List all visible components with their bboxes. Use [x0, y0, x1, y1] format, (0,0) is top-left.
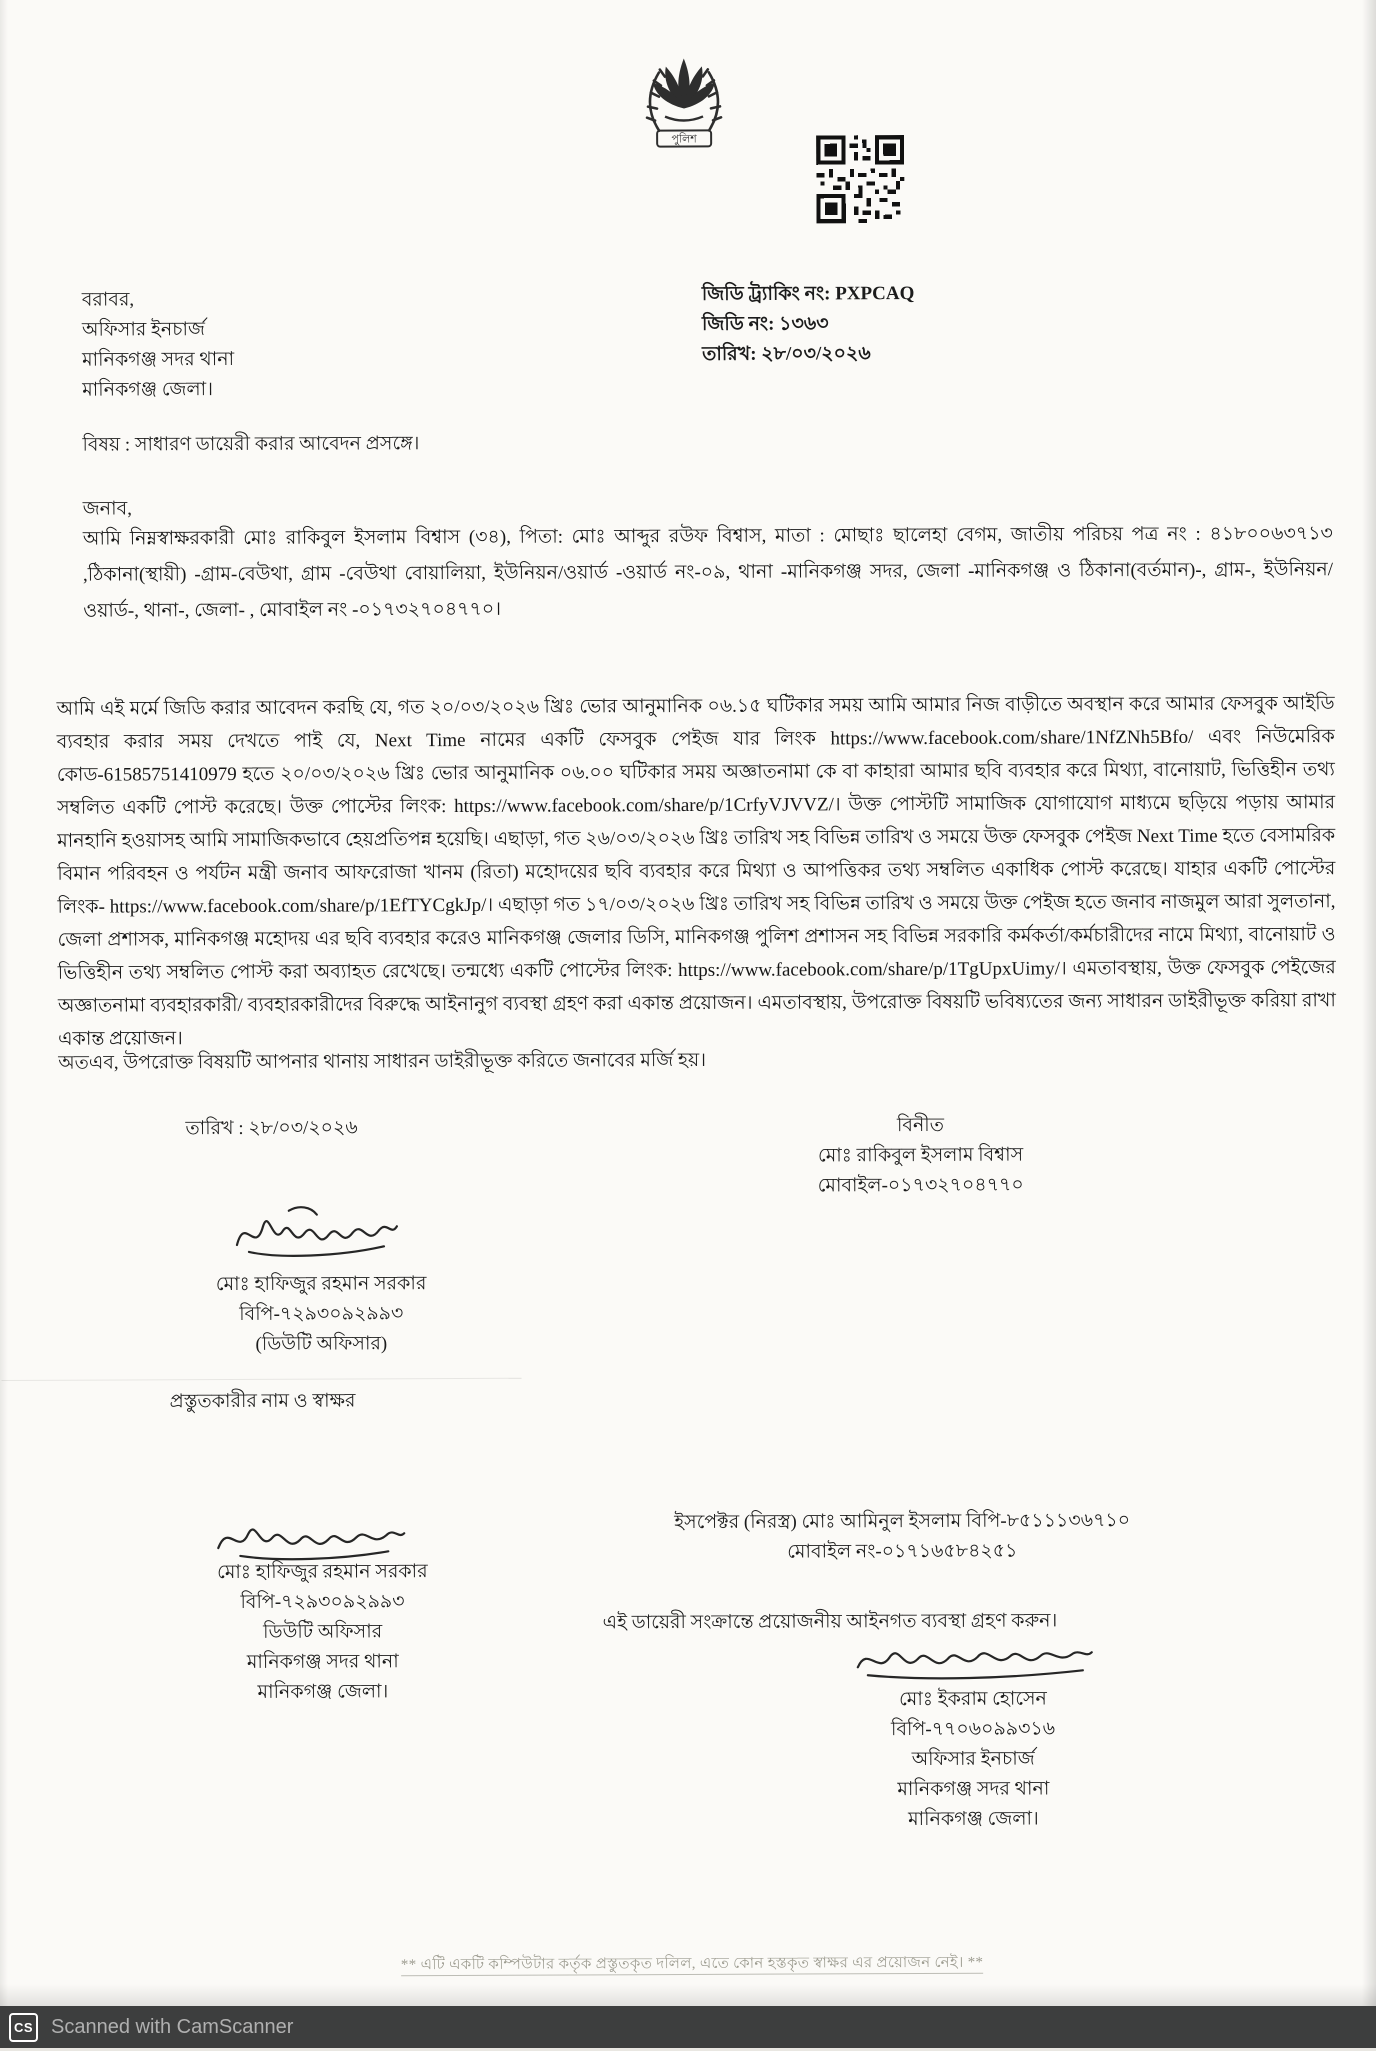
oic-district: মানিকগঞ্জ জেলা।	[908, 1808, 1039, 1831]
camscanner-logo-icon: CS	[9, 2013, 38, 2042]
preparer-caption: প্রস্তুতকারীর নাম ও স্বাক্ষর	[169, 1390, 356, 1413]
oic-signature	[848, 1634, 1098, 1685]
gd-date: তারিখ: ২৮/০৩/২০২৬	[702, 343, 871, 365]
salutation: জনাব,	[82, 498, 132, 520]
subject-line: বিষয় : সাধারণ ডায়েরী করার আবেদন প্রসঙ্গে।	[82, 433, 420, 456]
applicant-mobile: মোবাইল-০১৭৩২৭০৪৭৭০	[817, 1174, 1024, 1197]
scan-edge-bottom	[0, 1984, 1376, 2006]
applicant-closing: বিনীত	[896, 1114, 945, 1137]
preparer-name: মোঃ হাফিজুর রহমান সরকার	[215, 1273, 427, 1296]
applicant-block	[720, 1110, 1120, 1202]
camscanner-watermark-text: Scanned with CamScanner	[51, 2015, 294, 2038]
scan-edge-left	[0, 0, 8, 2006]
duty-officer-district: মানিকগঞ্জ জেলা।	[257, 1681, 389, 1703]
preparer-block	[121, 1269, 521, 1361]
preparer-bp: বিপি-৭২৯৩০৯২৯৯৩	[239, 1303, 404, 1325]
officer-in-charge-block	[763, 1684, 1184, 1836]
duty-officer-station: মানিকগঞ্জ সদর থানা	[246, 1651, 399, 1673]
inspector-block	[602, 1506, 1202, 1569]
recipient-title: অফিসার ইনচার্জ	[81, 319, 206, 341]
emblem-banner	[657, 130, 711, 146]
recipient-district: মানিকগঞ্জ জেলা।	[82, 379, 214, 401]
duty-officer-designation: ডিউটি অফিসার	[263, 1621, 383, 1643]
duty-officer-block	[112, 1557, 533, 1709]
oic-bp: বিপি-৭৭০৬০৯৯৩১৬	[890, 1718, 1056, 1741]
preparer-designation: (ডিউটি অফিসার)	[255, 1333, 388, 1355]
inspector-name-bp: ইসপেক্টর (নিরস্ত্র) মোঃ আমিনুল ইসলাম বিপি-৮৫১১১৩৬৭১০	[674, 1510, 1131, 1534]
gd-tracking-number: জিডি ট্র্যাকিং নং: PXPCAQ	[701, 283, 915, 305]
fold-line	[2, 1378, 522, 1381]
svg-text:পুলিশ: পুলিশ	[671, 133, 697, 146]
inspector-mobile: মোবাইল নং-০১৭১৬৫৮৪২৫১	[787, 1540, 1018, 1563]
gd-number: জিডি নং: ১৩৬৩	[701, 313, 829, 335]
oic-designation: অফিসার ইনচার্জ	[911, 1748, 1035, 1771]
camscanner-bar	[0, 2006, 1376, 2048]
recipient-salutation: বরাবর,	[81, 289, 135, 311]
applicant-name: মোঃ রাকিবুল ইসলাম বিশ্বাস	[817, 1144, 1024, 1167]
oic-station: মানিকগঞ্জ সদর থানা	[897, 1778, 1050, 1801]
duty-officer-name: মোঃ হাফিজুর রহমান সরকার	[217, 1561, 428, 1584]
body-paragraph: আমি এই মর্মে জিডি করার আবেদন করছি যে, গত ২০/০৩/২০২৬ খ্রিঃ ভোর আনুমানিক ০৬.১৫ ঘটিকার সময় আমি আমার নিজ বাড়ীতে অবস্থান করে আমার ফেসবুক আইডি ব্যবহার করার সময় দেখতে পাই যে, Next Time নামের একটি ফেসবুক পেইজ যার লিংক https://www.facebook.com/share/1NfZNh5Bfo/ এবং নিউমেরিক কোড-61585751410979 হতে ২০/০৩/২০২৬ খ্রিঃ ভোর আনুমানিক ০৬.০০ ঘটিকার সময় অজ্ঞাতনামা কে বা কাহারা আমার ছবি ব্যবহার করে মিথ্যা, বানোয়াট, ভিত্তিহীন তথ্য সম্বলিত একটি পোস্ট করেছে। উক্ত পোস্টের লিংক: https://www.facebook.com/share/p/1CrfyVJVVZ/। উক্ত পোস্টটি সামাজিক যোগাযোগ মাধ্যমে ছড়িয়ে পড়ায় আমার মানহানি হওয়াসহ আমি সামাজিকভাবে হেয়প্রতিপন্ন হয়েছি। এছাড়া, গত ২৬/০৩/২০২৬ খ্রিঃ তারিখ সহ বিভিন্ন তারিখ ও সময়ে উক্ত ফেসবুক পেইজ Next Time হতে বেসামরিক বিমান পরিবহন ও পর্যটন মন্ত্রী জনাব আফরোজা খানম (রিতা) মহোদয়ের ছবি ব্যবহার করে মিথ্যা ও আপত্তিকর তথ্য সম্বলিত একাধিক পোস্ট করেছে। যাহার একটি পোস্টের লিংক- https://www.facebook.com/share/p/1EfTYCgkJp/। এছাড়া গত ১৭/০৩/২০২৬ খ্রিঃ তারিখ সহ বিভিন্ন তারিখ ও সময়ে উক্ত পেইজ হতে জনাব নাজমুল আরা সুলতানা, জেলা প্রশাসক, মানিকগঞ্জ মহোদয় এর ছবি ব্যবহার করেও মানিকগঞ্জ জেলার ডিসি, মানিকগঞ্জ পুলিশ প্রশাসন সহ বিভিন্ন সরকারি কর্মকর্তা/কর্মচারীদের নামে মিথ্যা, বানোয়াট ও ভিত্তিহীন তথ্য সম্বলিত পোস্ট করা অব্যাহত রেখেছে। তন্মধ্যে একটি পোস্টের লিংক: https://www.facebook.com/share/p/1TgUpxUimy/। এমতাবস্থায়, উক্ত ফেসবুক পেইজের অজ্ঞাতনামা ব্যবহারকারী/ ব্যবহারকারীদের বিরুদ্ধে আইনানুগ ব্যবস্থা গ্রহণ করা একান্ত প্রয়োজন। এমতাবস্থায়, উপরোক্ত বিষয়টি ভবিষ্যতের জন্য সাধারন ডাইরীভূক্ত করিয়া রাখা একান্ত প্রয়োজন।	[56, 693, 1336, 1050]
recipient-station: মানিকগঞ্জ সদর থানা	[82, 348, 235, 371]
intro-paragraph: আমি নিম্নস্বাক্ষরকারী মোঃ রাকিবুল ইসলাম বিশ্বাস (৩৪), পিতা: মোঃ আব্দুর রউফ বিশ্বাস, মাতা : মোছাঃ ছালেহা বেগম, জাতীয় পরিচয় পত্র নং : ৪১৮০০৬৩৭১৩ ,ঠিকানা(স্থায়ী) -গ্রাম-বেউথা, গ্রাম -বেউথা বোয়ালিয়া, ইউনিয়ন/ওয়ার্ড -ওয়ার্ড নং-০৯, থানা -মানিকগঞ্জ সদর, জেলা -মানিকগঞ্জ ও ঠিকানা(বর্তমান)-, গ্রাম-, ইউনিয়ন/ ওয়ার্ড-, থানা-, জেলা- , মোবাইল নং -০১৭৩২৭০৪৭৭০।	[82, 523, 1334, 622]
oic-name: মোঃ ইকরাম হোসেন	[898, 1688, 1047, 1711]
duty-officer-bp: বিপি-৭২৯৩০৯২৯৯৩	[240, 1591, 405, 1613]
preparer-signature	[229, 1196, 404, 1267]
application-date: তারিখ : ২৮/০৩/২০২৬	[185, 1117, 358, 1140]
qr-code	[816, 135, 904, 223]
closing-request: অতএব, উপরোক্ত বিষয়টি আপনার থানায় সাধারন ডাইরীভূক্ত করিতে জনাবের মর্জি হয়।	[58, 1049, 707, 1074]
police-emblem-icon	[629, 48, 739, 153]
action-note: এই ডায়েরী সংক্রান্তে প্রয়োজনীয় আইনগত ব্যবস্থা গ্রহণ করুন।	[602, 1610, 1058, 1634]
computer-generated-footnote: ** এটি একটি কম্পিউটার কর্তৃক প্রস্তুতকৃত দলিল, এতে কোন হস্তকৃত স্বাক্ষর এর প্রয়োজন নেই। **	[4, 1949, 1376, 1980]
scan-edge-right	[1362, 0, 1376, 2006]
